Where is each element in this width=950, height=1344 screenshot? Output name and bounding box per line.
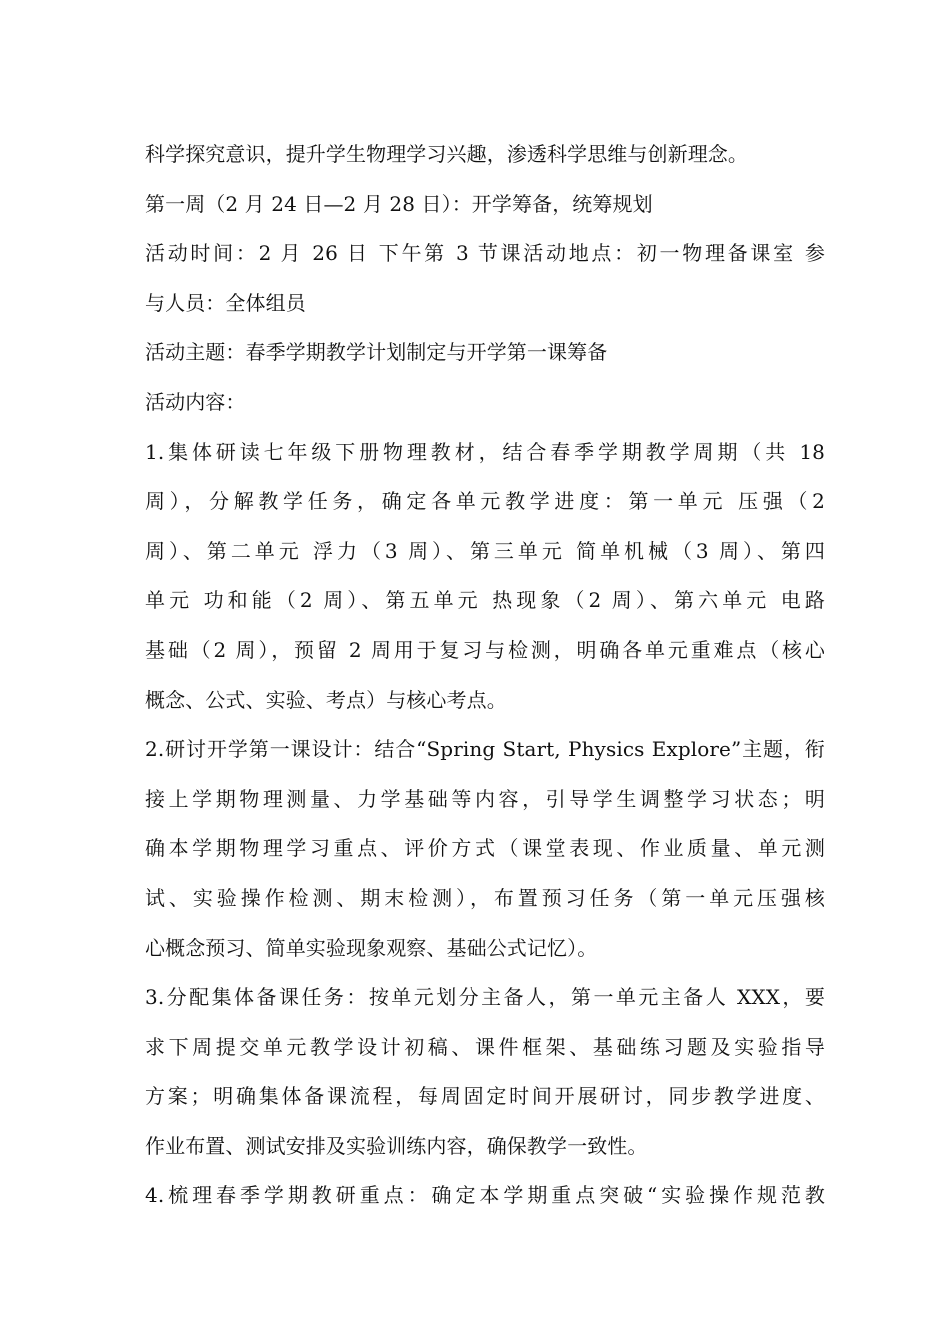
text-line: 第一周（2 月 24 日—2 月 28 日）：开学筹备，统筹规划 bbox=[145, 191, 653, 216]
text-line: 确本学期物理学习重点、评价方式（课堂表现、作业质量、单元测 bbox=[145, 836, 825, 861]
text-line: 1.集体研读七年级下册物理教材，结合春季学期教学周期（共 18 bbox=[145, 439, 825, 464]
text-line: 基础（2 周），预留 2 周用于复习与检测，明确各单元重难点（核心 bbox=[145, 637, 825, 662]
text-line: 与人员：全体组员 bbox=[145, 290, 306, 315]
text-line: 活动内容： bbox=[145, 389, 246, 414]
text-line: 周）、第二单元 浮力（3 周）、第三单元 简单机械（3 周）、第四 bbox=[145, 538, 825, 563]
text-line: 试、实验操作检测、期末检测），布置预习任务（第一单元压强核 bbox=[145, 885, 825, 910]
text-line: 2.研讨开学第一课设计：结合“Spring Start, Physics Explore”主题，衔 bbox=[145, 737, 825, 762]
text-line: 单元 功和能（2 周）、第五单元 热现象（2 周）、第六单元 电路 bbox=[145, 588, 825, 613]
text-line: 3.分配集体备课任务：按单元划分主备人，第一单元主备人 XXX，要 bbox=[145, 985, 825, 1010]
text-line: 方案；明确集体备课流程，每周固定时间开展研讨，同步教学进度、 bbox=[145, 1084, 825, 1109]
text-line: 科学探究意识，提升学生物理学习兴趣，渗透科学思维与创新理念。 bbox=[145, 142, 748, 166]
text-line: 活动时间：2 月 26 日 下午第 3 节课活动地点：初一物理备课室 参 bbox=[145, 241, 825, 266]
text-line: 心概念预习、简单实验现象观察、基础公式记忆）。 bbox=[145, 935, 598, 960]
text-line: 周），分解教学任务，确定各单元教学进度：第一单元 压强（2 bbox=[145, 489, 825, 514]
text-line: 求下周提交单元教学设计初稿、课件框架、基础练习题及实验指导 bbox=[145, 1034, 825, 1059]
text-line: 作业布置、测试安排及实验训练内容，确保教学一致性。 bbox=[145, 1133, 648, 1158]
document-body bbox=[145, 130, 825, 1221]
text-line: 概念、公式、实验、考点）与核心考点。 bbox=[145, 687, 507, 712]
text-line: 接上学期物理测量、力学基础等内容，引导学生调整学习状态；明 bbox=[145, 786, 825, 811]
text-line: 4.梳理春季学期教研重点：确定本学期重点突破“实验操作规范教 bbox=[145, 1183, 825, 1208]
text-line: 活动主题：春季学期教学计划制定与开学第一课筹备 bbox=[145, 340, 608, 365]
